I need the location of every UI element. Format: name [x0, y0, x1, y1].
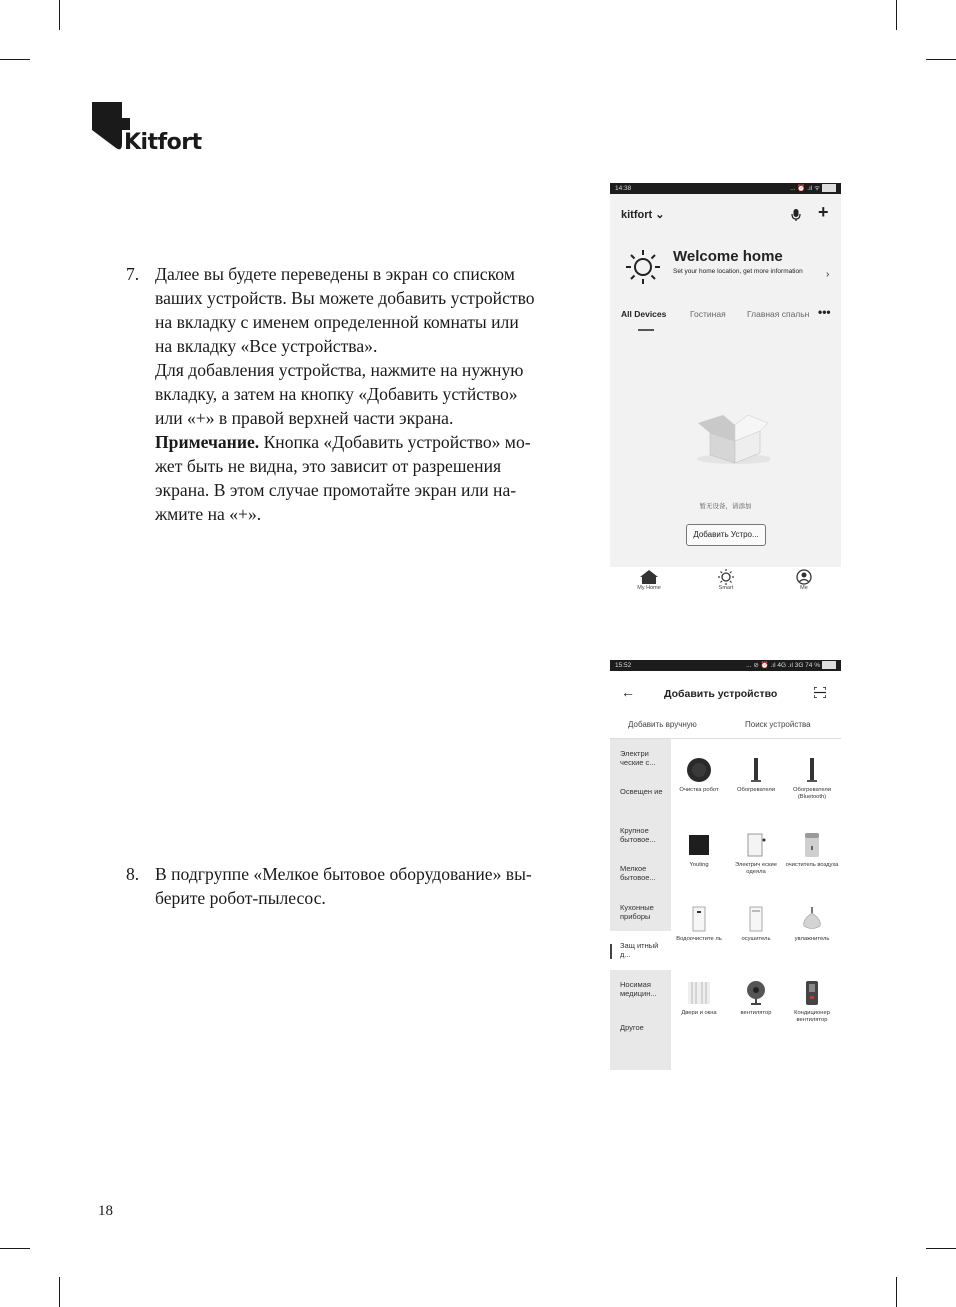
- device-label: Двери и окна: [681, 1010, 717, 1016]
- air-purifier-icon: [799, 832, 825, 858]
- tab-living-room[interactable]: Гостиная: [690, 309, 726, 319]
- device-humidifier[interactable]: [784, 906, 840, 943]
- nav-me[interactable]: [774, 567, 834, 591]
- category-item[interactable]: Крупное бытовое...: [620, 826, 656, 844]
- step-line: берите робот-пылесос.: [155, 888, 326, 908]
- add-device-button[interactable]: Добавить Устро...: [686, 524, 766, 546]
- device-water-purifier[interactable]: [671, 906, 727, 943]
- device-label: Очистка робот: [679, 787, 719, 793]
- water-purifier-icon: [686, 906, 712, 932]
- step-line: Для добавления устройства, нажмите на нужную: [155, 360, 524, 380]
- home-icon: [619, 567, 679, 585]
- device-air-conditioner-fan[interactable]: [784, 980, 840, 1024]
- nav-label: My Home: [637, 585, 661, 591]
- back-arrow-icon[interactable]: ←: [621, 684, 635, 700]
- category-item[interactable]: Кухонные приборы: [620, 903, 654, 921]
- battery-icon: [822, 661, 836, 669]
- home-name: kitfort: [621, 209, 653, 221]
- empty-state-text: 暂无设备，请添加: [699, 503, 752, 510]
- device-label: Кондиционер вентилятор: [794, 1010, 830, 1023]
- chevron-down-icon: ⌄: [655, 209, 665, 221]
- crop-mark: [0, 1248, 30, 1249]
- device-fan[interactable]: [728, 980, 784, 1017]
- battery-icon: [822, 184, 836, 192]
- step-number: 8.: [126, 864, 140, 884]
- scan-icon[interactable]: [814, 687, 826, 698]
- step-line: ваших устройств. Вы можете добавить устройство: [155, 288, 535, 308]
- humidifier-icon: [799, 906, 825, 932]
- category-active-marker: [610, 944, 612, 959]
- blanket-icon: [743, 832, 769, 858]
- status-icons: ... ⊘ ⏰ .ıl 4G .ıl 3G 74 %: [746, 662, 820, 669]
- status-time: 15:52: [615, 662, 632, 669]
- category-item[interactable]: Защ итный д...: [620, 941, 659, 959]
- step-number: 7.: [126, 264, 140, 284]
- add-device-plus-button[interactable]: +: [818, 202, 829, 222]
- note-line: экрана. В этом случае промотайте экран или на-: [155, 480, 517, 500]
- status-bar: [610, 660, 841, 671]
- nav-label: Smart: [718, 585, 734, 591]
- step-text: [155, 862, 600, 910]
- category-item[interactable]: Носимая медицин...: [620, 980, 657, 998]
- ac-fan-icon: [799, 980, 825, 1006]
- step-line: вкладку, а затем на кнопку «Добавить устйство»: [155, 384, 518, 404]
- crop-mark: [926, 59, 956, 60]
- user-icon: [774, 567, 834, 585]
- mic-icon[interactable]: [791, 209, 801, 221]
- step-line: В подгруппе «Мелкое бытовое оборудование» вы-: [155, 864, 532, 884]
- step-line: или «+» в правой верхней части экрана.: [155, 408, 454, 428]
- status-bar: [610, 183, 841, 194]
- step-line: на вкладку «Все устройства».: [155, 336, 378, 356]
- mat-icon: [686, 832, 712, 858]
- device-label: Обогреватели: [737, 787, 775, 793]
- note-text: Кнопка «Добавить устройство» мо-: [259, 432, 531, 452]
- crop-mark: [59, 0, 60, 30]
- screenshot-add-device: [610, 660, 841, 1070]
- note-label: Примечание.: [155, 432, 260, 452]
- tab-add-manually[interactable]: Добавить вручную: [628, 720, 697, 729]
- more-icon[interactable]: •••: [818, 305, 831, 319]
- sun-icon: [625, 249, 661, 285]
- heater-icon: [743, 757, 769, 783]
- device-robot-vacuum[interactable]: [671, 757, 727, 794]
- category-item[interactable]: Электри ческие с...: [620, 749, 656, 767]
- device-label: Youting: [689, 862, 709, 868]
- heater-icon: [799, 757, 825, 783]
- chevron-right-icon[interactable]: ›: [826, 269, 830, 280]
- tab-underline: [638, 329, 654, 331]
- note-line: жет быть не видна, это зависит от разрешения: [155, 456, 502, 476]
- fan-icon: [743, 980, 769, 1006]
- device-dehumidifier[interactable]: [728, 906, 784, 943]
- smart-icon: [696, 567, 756, 585]
- device-label: Электрич еские одеяла: [734, 862, 778, 875]
- welcome-subtitle[interactable]: Set your home location, get more information: [673, 268, 803, 275]
- step-line: Далее вы будете переведены в экран со списком: [155, 264, 515, 284]
- crop-mark: [59, 1277, 60, 1307]
- category-item[interactable]: Освещен ие: [620, 787, 663, 796]
- step-line: на вкладку с именем определенной комнаты или: [155, 312, 519, 332]
- category-item[interactable]: Другое: [620, 1023, 644, 1032]
- category-sidebar: [610, 739, 671, 1070]
- page-title: Добавить устройство: [664, 688, 778, 700]
- device-heater[interactable]: [728, 757, 784, 794]
- note-line: [155, 430, 600, 454]
- curtain-icon: [686, 980, 712, 1006]
- bottom-nav: [610, 567, 841, 596]
- tab-search-device[interactable]: Поиск устройства: [745, 720, 811, 729]
- device-doors-windows[interactable]: [671, 980, 727, 1017]
- device-electric-blanket[interactable]: [728, 832, 784, 876]
- dehumidifier-icon: [743, 906, 769, 932]
- device-youting[interactable]: [671, 832, 727, 869]
- robot-vacuum-icon: [686, 757, 712, 783]
- page-number: 18: [98, 1203, 113, 1219]
- welcome-title: Welcome home: [673, 248, 783, 265]
- crop-mark: [896, 1277, 897, 1307]
- home-selector[interactable]: [621, 208, 664, 221]
- device-label: очиститель воздуха: [785, 862, 839, 868]
- crop-mark: [896, 0, 897, 30]
- device-label: Обогреватели (Bluetooth): [793, 787, 831, 800]
- device-label: увлажнитель: [794, 936, 830, 942]
- nav-my-home[interactable]: [619, 567, 679, 591]
- nav-smart[interactable]: [696, 567, 756, 591]
- note-line: жмите на «+».: [155, 504, 262, 524]
- device-label: вентилятор: [740, 1010, 772, 1016]
- tab-all-devices[interactable]: All Devices: [621, 309, 667, 319]
- crop-mark: [926, 1248, 956, 1249]
- nav-label: Me: [800, 585, 808, 591]
- device-label: осушитель: [741, 936, 771, 942]
- empty-box-icon: [690, 411, 770, 466]
- step-text: [155, 262, 600, 526]
- brand-name: Kitfort: [124, 130, 202, 155]
- status-time: 14:38: [615, 185, 632, 192]
- device-heater-bluetooth[interactable]: [784, 757, 840, 801]
- screenshot-home: [610, 183, 841, 596]
- status-icons: ... ⏰ .ıl ᯤ: [790, 185, 820, 192]
- device-label: Водоочистите ль: [676, 936, 722, 942]
- tab-bedroom[interactable]: Главная спальн: [747, 309, 810, 319]
- category-item-active[interactable]: Мелкое бытовое...: [620, 864, 656, 882]
- device-air-purifier[interactable]: [784, 832, 840, 869]
- crop-mark: [0, 59, 30, 60]
